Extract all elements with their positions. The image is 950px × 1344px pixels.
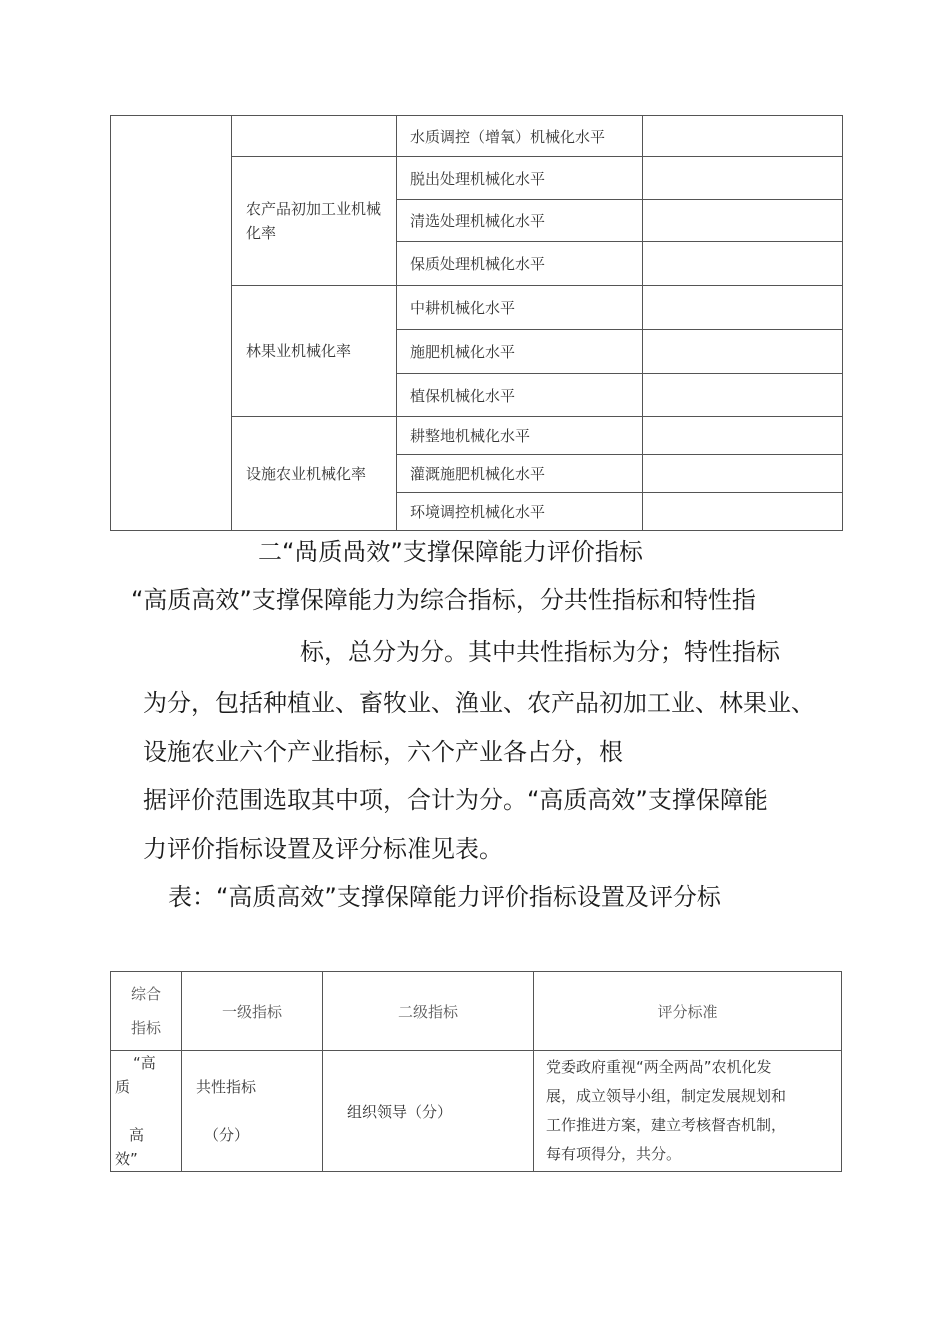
table-value-cell <box>643 374 843 417</box>
header-level1-indicator: 一级指标 <box>182 972 323 1051</box>
header-level2-indicator: 二级指标 <box>323 972 534 1051</box>
cell-line: 质 <box>115 1078 131 1096</box>
table-item-cell: 清选处理机械化水平 <box>397 200 643 242</box>
paragraph-line: 标，总分为分。其中共性指标为分；特性指标 <box>300 638 780 666</box>
cell-line: “高 <box>133 1054 156 1072</box>
table-value-cell <box>643 455 843 493</box>
header-scoring-criteria: 评分标准 <box>534 972 842 1051</box>
table-category-cell <box>232 116 397 157</box>
cell-line: 效” <box>115 1150 138 1168</box>
cell-line: 每有项得分，共分。 <box>546 1145 682 1163</box>
table-item-cell: 耕整地机械化水平 <box>397 417 643 455</box>
cell-line: （分） <box>204 1126 250 1144</box>
paragraph-line: 设施农业六个产业指标，六个产业各占分，根 <box>143 738 623 766</box>
table-item-cell: 施肥机械化水平 <box>397 330 643 374</box>
comprehensive-indicator-cell <box>111 1051 182 1172</box>
header-line: 指标 <box>130 1019 161 1037</box>
table-item-cell: 保质处理机械化水平 <box>397 242 643 286</box>
table-item-cell: 灌溉施肥机械化水平 <box>397 455 643 493</box>
table-value-cell <box>643 242 843 286</box>
table-value-cell <box>643 493 843 531</box>
paragraph-line: 为分，包括种植业、畜牧业、渔业、农产品初加工业、林果业、 <box>143 689 815 717</box>
paragraph-line: 力评价指标设置及评分标准见表。 <box>143 835 503 863</box>
table-item-cell: 水质调控（增氧）机械化水平 <box>397 116 643 157</box>
cell-line: 高 <box>129 1126 145 1144</box>
table-value-cell <box>643 116 843 157</box>
table-category-cell: 设施农业机械化率 <box>232 417 397 531</box>
level1-indicator-cell <box>182 1051 323 1172</box>
mechanization-indicator-table <box>110 115 843 531</box>
table-value-cell <box>643 157 843 200</box>
paragraph-line: “高质高效”支撑保障能力为综合指标，分共性指标和特性指 <box>131 586 756 614</box>
table-value-cell <box>643 417 843 455</box>
table-category-cell: 林果业机械化率 <box>232 286 397 417</box>
cell-line: 展，成立领导小组，制定发展规划和 <box>546 1087 787 1105</box>
table-item-cell: 脱出处理机械化水平 <box>397 157 643 200</box>
cell-line: 共性指标 <box>196 1078 257 1096</box>
section-heading: 二“咼质咼效”支撑保障能力评价指标 <box>258 538 643 566</box>
scoring-criteria-cell <box>534 1051 842 1172</box>
table-item-cell: 环境调控机械化水平 <box>397 493 643 531</box>
paragraph-line: 据评价范围选取其中项，合计为分。“高质高效”支撑保障能 <box>143 786 768 814</box>
table-value-cell <box>643 286 843 330</box>
cell-line: 党委政府重视“两全两咼”农机化发 <box>546 1058 772 1076</box>
table-caption: 表：“高质高效”支撑保障能力评价指标设置及评分标 <box>168 883 721 911</box>
table-category-cell: 农产品初加工业机械化率 <box>232 157 397 286</box>
evaluation-criteria-table <box>110 971 842 1172</box>
table-item-cell: 中耕机械化水平 <box>397 286 643 330</box>
table-value-cell <box>643 330 843 374</box>
header-line: 综合 <box>130 985 161 1003</box>
table-value-cell <box>643 200 843 242</box>
header-comprehensive-indicator <box>111 972 182 1051</box>
level2-indicator-cell: 组织领导（分） <box>323 1051 534 1172</box>
cell-line: 工作推进方案，建立考核督杳机制， <box>546 1116 787 1134</box>
table-first-column-cell <box>111 116 232 531</box>
table-item-cell: 植保机械化水平 <box>397 374 643 417</box>
